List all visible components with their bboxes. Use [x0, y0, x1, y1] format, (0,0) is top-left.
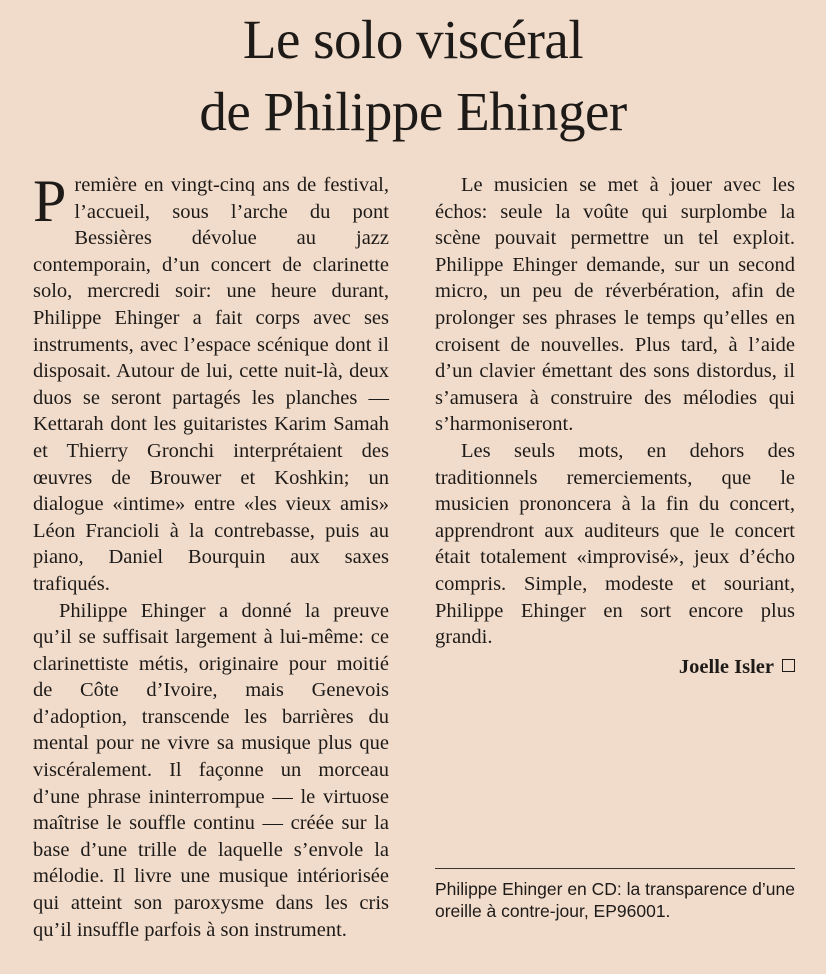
article-paragraph-4: Les seuls mots, en dehors des traditionnels remerciements, que le musicien prononcera à la fin du concert, apprendront aux auditeurs que le concert était totalement «improvisé», jeux d’écho compris. Simple, modeste et souriant, Philippe Ehinger en sort encore plus grandi. — [435, 439, 795, 649]
author-name: Joelle Isler — [678, 655, 774, 678]
article-column-left — [33, 168, 389, 943]
article-paragraph-3: Le musicien se met à jouer avec les échos: seule la voûte qui surplombe la scène pouvait permettre un tel exploit. Philippe Ehinger demande, sur un second micro, un peu de réverbération, afin de prolonger ses phrases le temps qu’elles en croisent de nouvelles. Plus tard, à l’aide d’un clavier émettant des sons distordus, il s’amusera à construire des mélodies qui s’harmoniseront. — [435, 174, 795, 436]
author-signature — [435, 654, 795, 681]
cd-info-box: Philippe Ehinger en CD: la transparence d’une oreille à contre-jour, EP96001. — [435, 879, 795, 921]
article-column-right — [435, 172, 795, 680]
divider-line — [435, 868, 795, 869]
headline — [0, 4, 826, 148]
headline-line-1: Le solo viscéral — [242, 9, 584, 70]
article-paragraph-1 — [33, 168, 389, 598]
headline-line-2: de Philippe Ehinger — [199, 81, 627, 142]
article-paragraph-2: Philippe Ehinger a donné la preuve qu’il se suffisait largement à lui-même: ce clarinettiste métis, originaire pour moitié de Côte d’Ivoire, mais Genevois d’adoption, transcende les barrières du mental pour ne vivre sa musique plus que viscéralement. Il façonne un morceau d’une phrase ininterrompue — le virtuose maîtrise le souffle continu — créée sur la base d’une trille de laquelle s’envole la mélodie. Il livre une musique intériorisée qui atteint son paroxysme dans les cris qu’il insuffle parfois à son instrument. — [33, 599, 389, 941]
drop-cap: P — [33, 168, 67, 234]
end-mark-square-icon — [782, 659, 795, 672]
paragraph-1-text: remière en vingt-cinq ans de festival, l’accueil, sous l’arche du pont Bessières dévolue au jazz contemporain, d’un concert de clarinette solo, mercredi soir: une heure durant, Philippe Ehinger a fait corps avec ses instruments, avec l’espace scénique dont il disposait. Autour de lui, cette nuit-là, deux duos se seront partagés les planches — Kettarah dont les guitaristes Karim Samah et Thierry Gronchi interprétaient des œuvres de Brouwer et Koshkin; un dialogue «intime» entre «les vieux amis» Léon Francioli à la contrebasse, puis au piano, Daniel Bourquin aux saxes trafiqués. — [33, 174, 389, 595]
